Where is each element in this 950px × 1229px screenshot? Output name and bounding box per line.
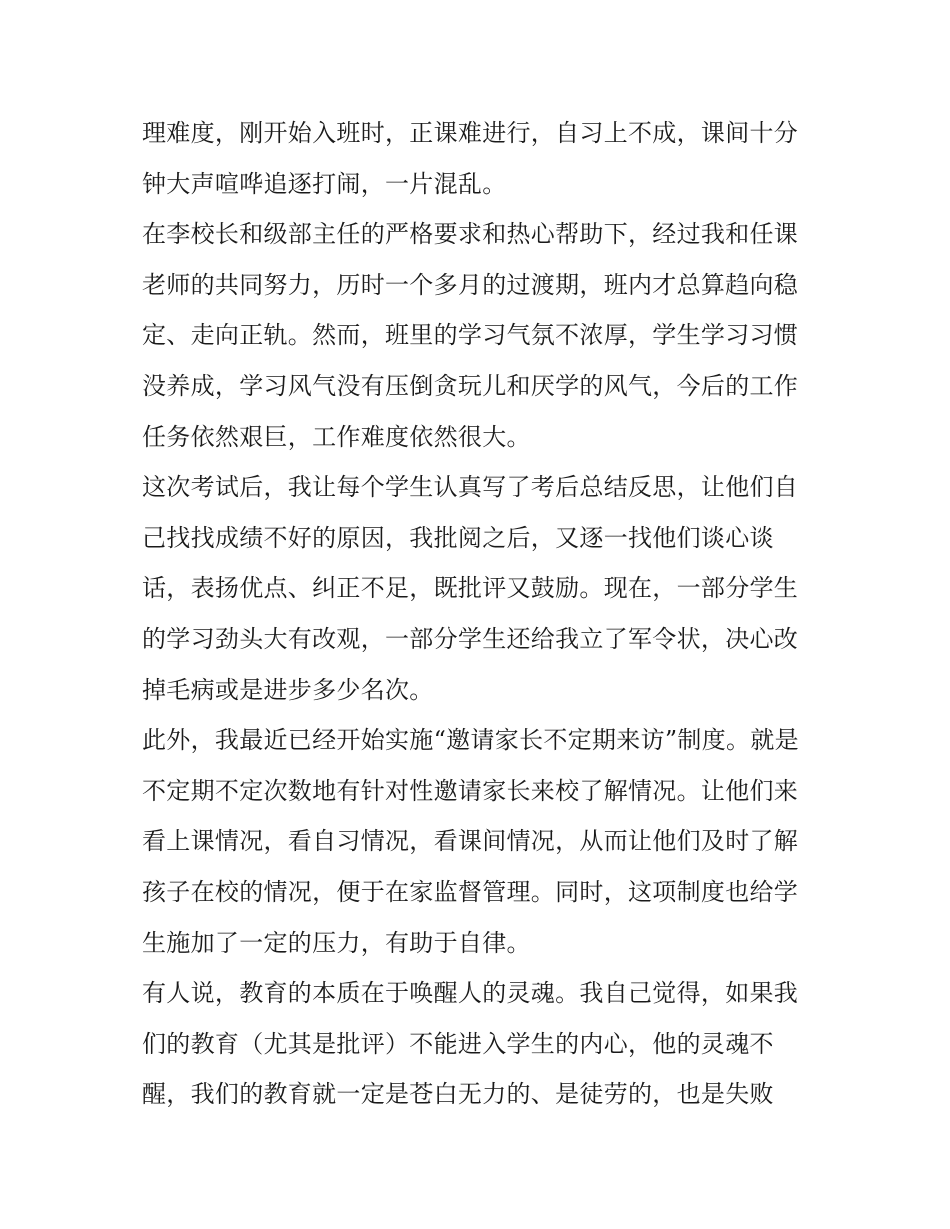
text-line-8: 这次考试后，我让每个学生认真写了考后总结反思，让他们自 (142, 473, 799, 502)
text-line-1: 理难度，刚开始入班时，正课难进行，自习上不成，课间十分 (142, 119, 799, 147)
text-line-13: 此外，我最近已经开始实施“邀请家长不定期来访”制度。就是 (142, 726, 799, 755)
text-line-14: 不定期不定次数地有针对性邀请家长来校了解情况。让他们来 (142, 776, 799, 805)
text-line-3: 在李校长和级部主任的严格要求和热心帮助下，经过我和任课 (142, 220, 799, 249)
text-line-18: 有人说，教育的本质在于唤醒人的灵魂。我自己觉得，如果我 (142, 979, 799, 1008)
text-line-2: 钟大声喧哗追逐打闹，一片混乱。 (142, 169, 507, 198)
text-line-16: 孩子在校的情况，便于在家监督管理。同时，这项制度也给学 (142, 877, 799, 906)
text-line-17: 生施加了一定的压力，有助于自律。 (142, 928, 531, 957)
text-line-6: 没养成，学习风气没有压倒贪玩儿和厌学的风气，今后的工作 (142, 371, 799, 400)
text-line-9: 己找找成绩不好的原因，我批阅之后，又逐一找他们谈心谈 (142, 523, 774, 552)
text-line-11: 的学习劲头大有改观，一部分学生还给我立了军令状，决心改 (142, 624, 799, 653)
text-line-15: 看上课情况，看自习情况，看课间情况，从而让他们及时了解 (142, 827, 799, 856)
text-line-10: 话，表扬优点、纠正不足，既批评又鼓励。现在，一部分学生 (142, 574, 799, 603)
text-line-20: 醒，我们的教育就一定是苍白无力的、是徒劳的，也是失败 (142, 1080, 774, 1109)
text-line-5: 定、走向正轨。然而，班里的学习气氛不浓厚，学生学习习惯 (142, 321, 799, 350)
text-line-4: 老师的共同努力，历时一个多月的过渡期，班内才总算趋向稳 (142, 270, 799, 299)
text-line-7: 任务依然艰巨，工作难度依然很大。 (142, 422, 531, 451)
text-line-12: 掉毛病或是进步多少名次。 (142, 675, 434, 704)
body-text (142, 108, 822, 1120)
text-line-19: 们的教育（尤其是批评）不能进入学生的内心，他的灵魂不 (142, 1029, 774, 1058)
